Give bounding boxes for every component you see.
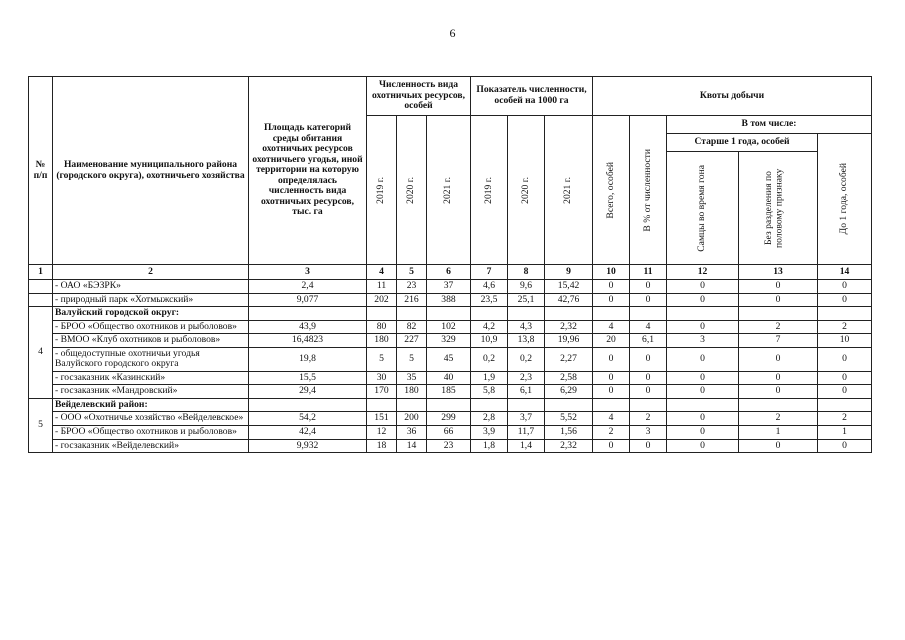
table-row bbox=[29, 320, 872, 334]
header-young: До 1 года, особей bbox=[818, 134, 872, 265]
table-cell bbox=[739, 307, 818, 321]
table-cell: 2 bbox=[53, 265, 249, 280]
table-cell: 299 bbox=[427, 412, 471, 426]
table-cell: 12 bbox=[367, 426, 397, 440]
table-cell bbox=[29, 293, 53, 307]
table-cell: 0 bbox=[818, 439, 872, 453]
table-cell: 12 bbox=[667, 265, 739, 280]
table-cell bbox=[818, 307, 872, 321]
table-cell: 185 bbox=[427, 385, 471, 399]
table-cell bbox=[471, 307, 508, 321]
table-cell bbox=[249, 398, 367, 412]
table-cell bbox=[427, 398, 471, 412]
district-row bbox=[29, 307, 872, 321]
table-cell bbox=[739, 398, 818, 412]
header-count-2020: 2020 г. bbox=[397, 116, 427, 265]
header-count-2021: 2021 г. bbox=[427, 116, 471, 265]
table-cell: 4 bbox=[593, 320, 630, 334]
table-cell: 0 bbox=[818, 347, 872, 371]
table-cell: 9,932 bbox=[249, 439, 367, 453]
table-cell: 13,8 bbox=[508, 334, 545, 348]
table-cell: - общедоступные охотничьи угодья Валуйского городского округа bbox=[53, 347, 249, 371]
table-cell: 0 bbox=[739, 347, 818, 371]
table-cell: 0 bbox=[667, 280, 739, 294]
table-cell bbox=[667, 307, 739, 321]
table-cell: 0 bbox=[667, 385, 739, 399]
table-cell: 5 bbox=[397, 347, 427, 371]
table-cell bbox=[593, 398, 630, 412]
page-number: 6 bbox=[449, 26, 456, 40]
table-cell: 6,1 bbox=[630, 334, 667, 348]
table-cell: 0 bbox=[667, 426, 739, 440]
district-row bbox=[29, 398, 872, 412]
table-cell: 5 bbox=[397, 265, 427, 280]
table-row bbox=[29, 280, 872, 294]
table-cell bbox=[667, 398, 739, 412]
table-cell: 19,8 bbox=[249, 347, 367, 371]
table-cell: Валуйский городской округ: bbox=[53, 307, 249, 321]
table-cell: 0 bbox=[667, 412, 739, 426]
table-cell: 4,6 bbox=[471, 280, 508, 294]
table-cell: 1 bbox=[29, 265, 53, 280]
header-count-2019: 2019 г. bbox=[367, 116, 397, 265]
table-cell: 36 bbox=[397, 426, 427, 440]
table-cell bbox=[367, 307, 397, 321]
table-cell: 0 bbox=[818, 293, 872, 307]
table-cell: 0 bbox=[630, 293, 667, 307]
table-cell: 1 bbox=[739, 426, 818, 440]
table-cell: 0,2 bbox=[471, 347, 508, 371]
table-cell: 80 bbox=[367, 320, 397, 334]
header-total: Всего, особей bbox=[593, 116, 630, 265]
table-cell: 180 bbox=[367, 334, 397, 348]
table-cell: 0 bbox=[593, 371, 630, 385]
table-cell: 2,32 bbox=[545, 320, 593, 334]
table-cell: 0 bbox=[818, 280, 872, 294]
table-cell: 227 bbox=[397, 334, 427, 348]
header-percent: В % от численности bbox=[630, 116, 667, 265]
table-cell: 15,42 bbox=[545, 280, 593, 294]
table-cell: 10 bbox=[593, 265, 630, 280]
table-cell: Вейделевский район: bbox=[53, 398, 249, 412]
table-cell: 1,8 bbox=[471, 439, 508, 453]
table-cell: 1 bbox=[818, 426, 872, 440]
table-cell: 23,5 bbox=[471, 293, 508, 307]
table-cell: 2 bbox=[818, 412, 872, 426]
table-cell: 16,4823 bbox=[249, 334, 367, 348]
table-cell: 23 bbox=[397, 280, 427, 294]
table-cell: 40 bbox=[427, 371, 471, 385]
table-cell: 11 bbox=[630, 265, 667, 280]
table-cell: 0 bbox=[667, 293, 739, 307]
row-number-4: 4 bbox=[29, 307, 53, 399]
table-cell: 37 bbox=[427, 280, 471, 294]
header-density-2020: 2020 г. bbox=[508, 116, 545, 265]
table-cell: 0,2 bbox=[508, 347, 545, 371]
table-cell bbox=[508, 398, 545, 412]
table-cell: 0 bbox=[739, 371, 818, 385]
table-row bbox=[29, 412, 872, 426]
header-density-2021: 2021 г. bbox=[545, 116, 593, 265]
table-row bbox=[29, 347, 872, 371]
table-cell bbox=[630, 307, 667, 321]
table-cell: 5,52 bbox=[545, 412, 593, 426]
table-cell: 18 bbox=[367, 439, 397, 453]
table-cell: 6,1 bbox=[508, 385, 545, 399]
table-cell: 13 bbox=[739, 265, 818, 280]
table-cell bbox=[367, 398, 397, 412]
table-cell: 200 bbox=[397, 412, 427, 426]
table-cell: 11 bbox=[367, 280, 397, 294]
table-cell: - госзаказник «Вейделевский» bbox=[53, 439, 249, 453]
table-cell: 202 bbox=[367, 293, 397, 307]
table-cell: 2,3 bbox=[508, 371, 545, 385]
table-cell: 0 bbox=[593, 439, 630, 453]
table-cell: - госзаказник «Мандровский» bbox=[53, 385, 249, 399]
table-cell: 329 bbox=[427, 334, 471, 348]
table-cell: 10 bbox=[818, 334, 872, 348]
header-area: Площадь категорий среды обитания охотничьих ресурсов охотничьего угодья, иной территории на которую определялась численность вида охотничьих ресурсов, тыс. га bbox=[249, 77, 367, 265]
column-number-row bbox=[29, 265, 872, 280]
table-cell: 1,56 bbox=[545, 426, 593, 440]
table-cell: 388 bbox=[427, 293, 471, 307]
table-cell bbox=[249, 307, 367, 321]
table-cell: 180 bbox=[397, 385, 427, 399]
table-cell: 0 bbox=[739, 385, 818, 399]
row-number-5: 5 bbox=[29, 398, 53, 452]
table-cell: 4 bbox=[630, 320, 667, 334]
table-cell bbox=[545, 398, 593, 412]
table-cell bbox=[593, 307, 630, 321]
table-cell: 0 bbox=[667, 439, 739, 453]
table-cell: 3 bbox=[630, 426, 667, 440]
table-cell: 0 bbox=[630, 347, 667, 371]
table-cell: 0 bbox=[667, 371, 739, 385]
table-cell: 11,7 bbox=[508, 426, 545, 440]
table-cell: - БРОО «Общество охотников и рыболовов» bbox=[53, 426, 249, 440]
table-cell bbox=[508, 307, 545, 321]
table-cell: 3,9 bbox=[471, 426, 508, 440]
table-cell: 2,8 bbox=[471, 412, 508, 426]
table-cell: 0 bbox=[667, 320, 739, 334]
table-cell: 2,4 bbox=[249, 280, 367, 294]
table-cell: - госзаказник «Казинский» bbox=[53, 371, 249, 385]
table-cell: 170 bbox=[367, 385, 397, 399]
table-cell: - ООО «Охотничье хозяйство «Вейделевское» bbox=[53, 412, 249, 426]
table-cell: 9 bbox=[545, 265, 593, 280]
table-cell: 14 bbox=[397, 439, 427, 453]
table-cell: 8 bbox=[508, 265, 545, 280]
table-cell: 0 bbox=[630, 385, 667, 399]
table-cell: - ОАО «БЭЗРК» bbox=[53, 280, 249, 294]
table-cell: 45 bbox=[427, 347, 471, 371]
table-cell: 3,7 bbox=[508, 412, 545, 426]
table-cell: 3 bbox=[667, 334, 739, 348]
table-cell: 9,6 bbox=[508, 280, 545, 294]
table-cell: 3 bbox=[249, 265, 367, 280]
table-cell: 15,5 bbox=[249, 371, 367, 385]
table-cell: 29,4 bbox=[249, 385, 367, 399]
table-cell: 2,27 bbox=[545, 347, 593, 371]
header-including: В том числе: bbox=[667, 116, 872, 134]
table-cell: 0 bbox=[818, 385, 872, 399]
table-cell: 0 bbox=[630, 439, 667, 453]
table-cell: 43,9 bbox=[249, 320, 367, 334]
table-cell: 9,077 bbox=[249, 293, 367, 307]
header-count-group: Численность вида охотничьих ресурсов, особей bbox=[367, 77, 471, 116]
table-row bbox=[29, 426, 872, 440]
table-cell: - ВМОО «Клуб охотников и рыболовов» bbox=[53, 334, 249, 348]
table-cell: 2 bbox=[739, 412, 818, 426]
table-cell: 66 bbox=[427, 426, 471, 440]
table-cell: 4,2 bbox=[471, 320, 508, 334]
table-row bbox=[29, 371, 872, 385]
table-cell bbox=[397, 398, 427, 412]
table-row bbox=[29, 439, 872, 453]
table-cell: 2 bbox=[593, 426, 630, 440]
table-cell: 23 bbox=[427, 439, 471, 453]
header-density-group: Показатель численности, особей на 1000 га bbox=[471, 77, 593, 116]
table-cell: 0 bbox=[593, 293, 630, 307]
header-no: № п/п bbox=[29, 77, 53, 265]
table-cell: 0 bbox=[630, 280, 667, 294]
table-cell: 0 bbox=[739, 439, 818, 453]
table-cell: 14 bbox=[818, 265, 872, 280]
table-cell: 151 bbox=[367, 412, 397, 426]
table-cell: 19,96 bbox=[545, 334, 593, 348]
table-cell: 20 bbox=[593, 334, 630, 348]
table-cell: - БРОО «Общество охотников и рыболовов» bbox=[53, 320, 249, 334]
table-cell: 2 bbox=[818, 320, 872, 334]
table-cell bbox=[630, 398, 667, 412]
table-cell: 0 bbox=[667, 347, 739, 371]
table-cell: 7 bbox=[739, 334, 818, 348]
table-cell: 4 bbox=[367, 265, 397, 280]
table-cell: 1,9 bbox=[471, 371, 508, 385]
table-cell: 2 bbox=[739, 320, 818, 334]
table-cell: 2,32 bbox=[545, 439, 593, 453]
header-males: Самцы во время гона bbox=[667, 152, 739, 265]
table-cell bbox=[397, 307, 427, 321]
table-row bbox=[29, 334, 872, 348]
table-cell: 5,8 bbox=[471, 385, 508, 399]
header-older: Старше 1 года, особей bbox=[667, 134, 818, 152]
table-cell bbox=[29, 280, 53, 294]
table-cell: 4 bbox=[593, 412, 630, 426]
table-cell: 2,58 bbox=[545, 371, 593, 385]
table-cell: - природный парк «Хотмыжский» bbox=[53, 293, 249, 307]
table-cell: 0 bbox=[739, 293, 818, 307]
table-cell: 35 bbox=[397, 371, 427, 385]
table-cell: 30 bbox=[367, 371, 397, 385]
table-cell: 0 bbox=[593, 347, 630, 371]
table-cell: 4,3 bbox=[508, 320, 545, 334]
table-cell bbox=[818, 398, 872, 412]
table-cell: 5 bbox=[367, 347, 397, 371]
table-cell: 42,4 bbox=[249, 426, 367, 440]
table-cell bbox=[471, 398, 508, 412]
table-cell: 0 bbox=[593, 280, 630, 294]
table-cell: 216 bbox=[397, 293, 427, 307]
hunting-quota-table bbox=[28, 76, 872, 453]
table-cell bbox=[427, 307, 471, 321]
table-cell: 82 bbox=[397, 320, 427, 334]
table-cell: 0 bbox=[818, 371, 872, 385]
table-cell: 54,2 bbox=[249, 412, 367, 426]
table-row bbox=[29, 385, 872, 399]
table-row bbox=[29, 293, 872, 307]
table-cell: 25,1 bbox=[508, 293, 545, 307]
table-cell: 6 bbox=[427, 265, 471, 280]
table-cell: 0 bbox=[593, 385, 630, 399]
table-cell: 1,4 bbox=[508, 439, 545, 453]
table-cell: 6,29 bbox=[545, 385, 593, 399]
table-cell: 7 bbox=[471, 265, 508, 280]
table-cell: 2 bbox=[630, 412, 667, 426]
table-cell: 0 bbox=[739, 280, 818, 294]
header-no-sex: Без разделения по половому признаку bbox=[739, 152, 818, 265]
header-quota-group: Квоты добычи bbox=[593, 77, 872, 116]
table-cell: 10,9 bbox=[471, 334, 508, 348]
table-cell: 102 bbox=[427, 320, 471, 334]
table-cell: 0 bbox=[630, 371, 667, 385]
table-cell: 42,76 bbox=[545, 293, 593, 307]
table-cell bbox=[545, 307, 593, 321]
header-name: Наименование муниципального района (городского округа), охотничьего хозяйства bbox=[53, 77, 249, 265]
header-density-2019: 2019 г. bbox=[471, 116, 508, 265]
